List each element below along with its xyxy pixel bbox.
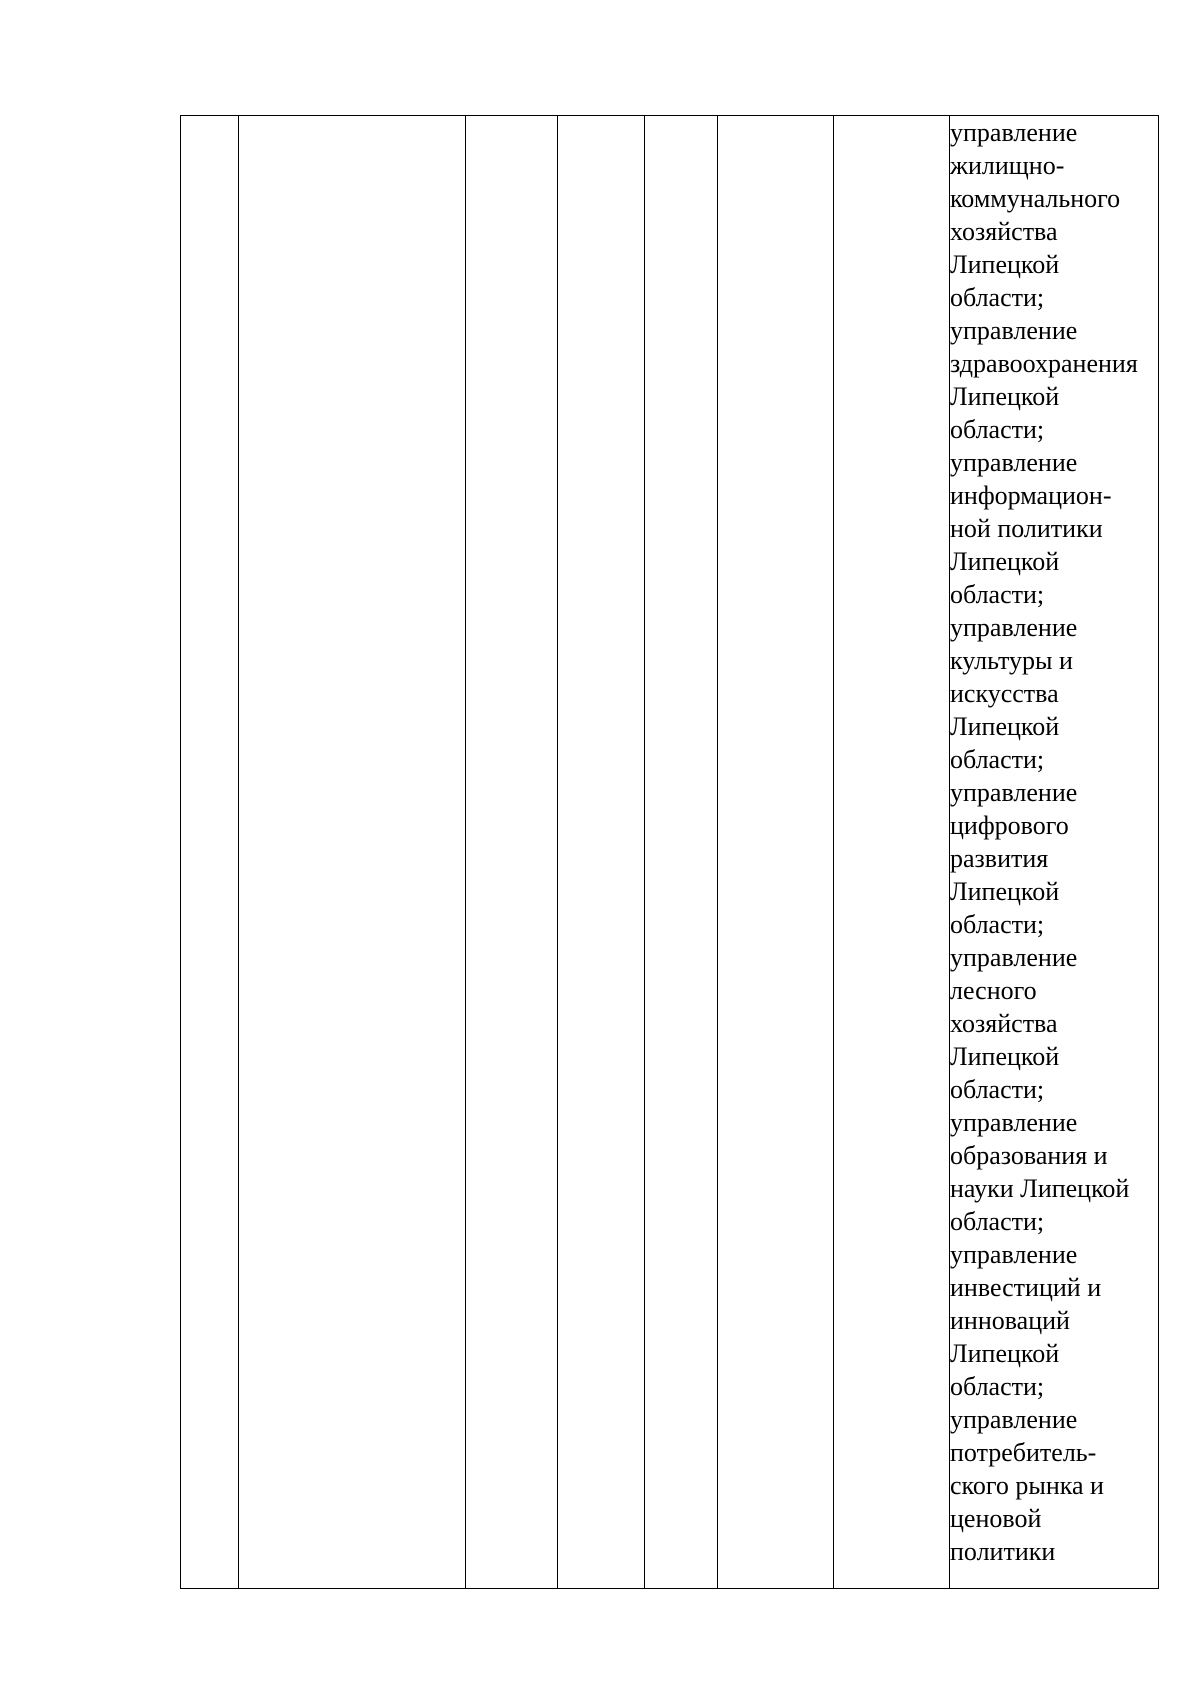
cell-line: науки Липецкой xyxy=(950,1174,1130,1203)
cell-line: потребитель- xyxy=(950,1438,1097,1467)
cell-line: области; xyxy=(950,415,1045,444)
table-cell-number xyxy=(181,116,239,1589)
cell-line: коммунального xyxy=(950,184,1121,213)
cell-line: политики xyxy=(950,1537,1056,1566)
cell-line: области; xyxy=(950,1075,1045,1104)
cell-line: жилищно- xyxy=(950,151,1065,180)
table-cell-col4 xyxy=(558,116,645,1589)
cell-line: информацион- xyxy=(950,481,1112,510)
cell-line: хозяйства xyxy=(950,1009,1058,1038)
cell-line: области; xyxy=(950,1207,1045,1236)
cell-line: управление xyxy=(950,943,1078,972)
cell-line: управление xyxy=(950,1405,1078,1434)
cell-line: цифрового xyxy=(950,811,1069,840)
cell-line: области; xyxy=(950,910,1045,939)
cell-line: Липецкой xyxy=(950,877,1060,906)
table-row xyxy=(181,116,1159,1589)
cell-text-lines xyxy=(950,116,1158,1568)
cell-line: искусства xyxy=(950,679,1059,708)
cell-line: Липецкой xyxy=(950,712,1060,741)
cell-line: инноваций xyxy=(950,1306,1070,1335)
cell-line: управление xyxy=(950,448,1078,477)
cell-line: Липецкой xyxy=(950,1042,1060,1071)
cell-line: развития xyxy=(950,844,1049,873)
cell-line: ной политики xyxy=(950,514,1103,543)
cell-line: управление xyxy=(950,1240,1078,1269)
cell-line: управление xyxy=(950,613,1078,642)
cell-line: образования и xyxy=(950,1141,1108,1170)
cell-line: области; xyxy=(950,1372,1045,1401)
table-cell-col3 xyxy=(466,116,558,1589)
cell-line: области; xyxy=(950,580,1045,609)
table-cell-name xyxy=(239,116,466,1589)
cell-line: области; xyxy=(950,283,1045,312)
cell-line: здравоохранения xyxy=(950,349,1138,378)
cell-line: управление xyxy=(950,118,1078,147)
cell-line: управление xyxy=(950,1108,1078,1137)
table-cell-col5 xyxy=(645,116,718,1589)
cell-line: лесного xyxy=(950,976,1037,1005)
cell-line: ского рынка и xyxy=(950,1471,1104,1500)
cell-line: области; xyxy=(950,745,1045,774)
cell-line: Липецкой xyxy=(950,382,1060,411)
cell-line: управление xyxy=(950,778,1078,807)
cell-line: Липецкой xyxy=(950,547,1060,576)
cell-line: управление xyxy=(950,316,1078,345)
table-cell-col7 xyxy=(834,116,950,1589)
cell-line: инвестиций и xyxy=(950,1273,1102,1302)
table-cell-responsible xyxy=(950,116,1159,1589)
cell-line: Липецкой xyxy=(950,1339,1060,1368)
cell-line: Липецкой xyxy=(950,250,1060,279)
cell-line: ценовой xyxy=(950,1504,1042,1533)
document-table xyxy=(180,115,1159,1589)
cell-line: хозяйства xyxy=(950,217,1058,246)
cell-line: культуры и xyxy=(950,646,1073,675)
table-cell-col6 xyxy=(718,116,834,1589)
